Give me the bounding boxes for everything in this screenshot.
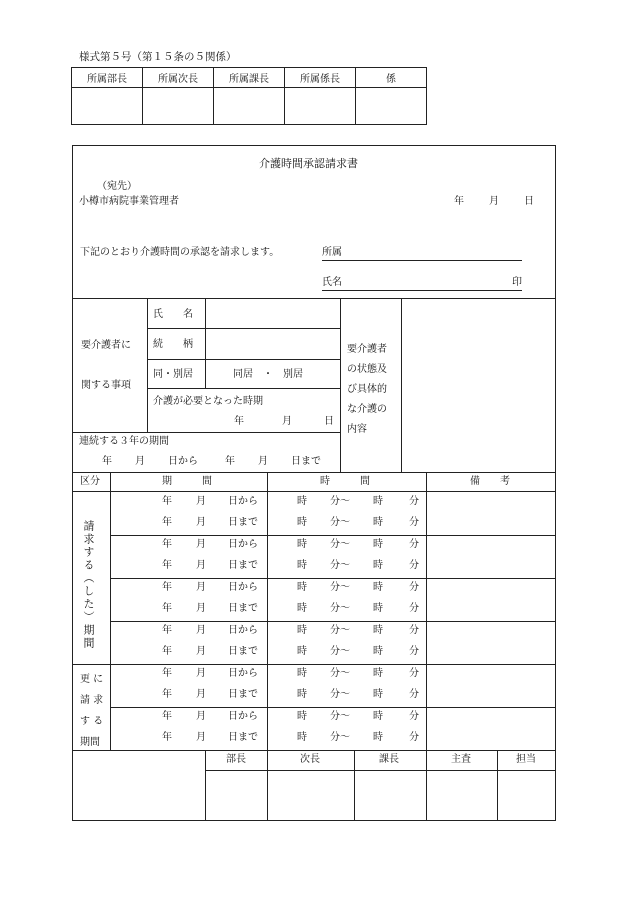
approval-stamp-cell[interactable] [356,88,427,125]
row-from-part: 日から [228,668,258,679]
condition-label: 要介護者 の状態及 び具体的 な介護の 内容 [347,344,387,435]
approval-header: 係 [356,68,427,88]
time-part: 時 [373,625,383,636]
date-day: 日 [524,196,534,207]
need-time-year: 年 [234,416,244,427]
approval-stamp-cell[interactable] [285,88,356,125]
row-to-part: 年 [162,560,172,571]
time-part: 時 [297,689,307,700]
time-part: 時 [373,496,383,507]
consec-m1: 月 [135,456,145,467]
row-from-part: 年 [162,539,172,550]
row-to-part: 月 [196,560,206,571]
row-from-part: 年 [162,496,172,507]
row-to-part: 年 [162,689,172,700]
shimei-line[interactable] [322,290,522,291]
row-from-part: 月 [196,539,206,550]
time-part: 分〜 [330,539,350,550]
care-label-1: 要介護者に [81,340,131,351]
time-part: 時 [373,582,383,593]
row-from-part: 月 [196,711,206,722]
row-to-part: 月 [196,646,206,657]
row-from-part: 日から [228,496,258,507]
row-from-part: 月 [196,668,206,679]
approval-header: 所属課長 [214,68,285,88]
time-part: 時 [297,539,307,550]
consec-m2: 月 [258,456,268,467]
row-from-part: 月 [196,625,206,636]
need-time-label: 介護が必要となった時期 [153,396,263,407]
seal-mark: 印 [512,277,522,288]
row-to-part: 日まで [228,689,258,700]
approval-kacho: 課長 [379,754,399,765]
time-part: 時 [297,517,307,528]
time-part: 分〜 [330,603,350,614]
row-from-part: 年 [162,625,172,636]
approval-header: 所属部長 [72,68,143,88]
header-kubun: 区分 [80,476,100,487]
row-to-part: 月 [196,732,206,743]
care-label-2: 関する事項 [81,380,131,391]
field-living-label: 同・別居 [153,369,193,380]
approval-stamp-cell[interactable] [72,88,143,125]
time-part: 時 [297,582,307,593]
time-part: 分〜 [330,711,350,722]
approval-tanto: 担当 [516,754,536,765]
row-to-part: 日まで [228,603,258,614]
time-part: 分〜 [330,517,350,528]
time-part: 時 [297,646,307,657]
approval-jicho: 次長 [300,754,320,765]
approval-header: 所属次長 [143,68,214,88]
time-part: 分 [409,582,419,593]
row-to-part: 日まで [228,517,258,528]
row-from-part: 月 [196,496,206,507]
row-to-part: 日まで [228,560,258,571]
field-name-label: 氏 名 [153,309,193,320]
approval-bucho: 部長 [226,754,246,765]
row-from-part: 年 [162,668,172,679]
time-part: 分 [409,668,419,679]
atesaki-label: （宛先） [97,181,137,192]
form-number: 様式第５号（第１５条の５関係） [79,51,237,63]
row-from-part: 月 [196,582,206,593]
row-from-part: 日から [228,539,258,550]
row-from-part: 日から [228,625,258,636]
time-part: 分 [409,689,419,700]
need-time-month: 月 [282,416,292,427]
row-to-part: 月 [196,517,206,528]
time-part: 時 [373,689,383,700]
time-part: 分〜 [330,625,350,636]
consec-d2: 日まで [291,456,321,467]
time-part: 時 [373,517,383,528]
time-part: 分 [409,732,419,743]
time-part: 時 [297,711,307,722]
time-part: 分 [409,625,419,636]
time-part: 時 [297,668,307,679]
time-part: 時 [297,560,307,571]
need-time-day: 日 [324,416,334,427]
time-part: 分〜 [330,689,350,700]
top-approval-table [71,67,427,125]
header-jikan: 時 間 [320,476,370,487]
header-biko: 備 考 [470,476,510,487]
time-part: 分〜 [330,496,350,507]
approval-stamp-cell[interactable] [214,88,285,125]
time-part: 時 [373,732,383,743]
row-to-part: 年 [162,732,172,743]
approval-header: 所属係長 [285,68,356,88]
row-from-part: 年 [162,711,172,722]
date-month: 月 [489,196,499,207]
time-part: 分〜 [330,646,350,657]
time-part: 分〜 [330,582,350,593]
time-part: 時 [297,603,307,614]
recipient: 小樽市病院事業管理者 [79,196,179,207]
row-to-part: 年 [162,646,172,657]
request-period-label: 請求する（した）期間 [82,520,95,650]
time-part: 時 [297,496,307,507]
row-to-part: 日まで [228,646,258,657]
consec-y2: 年 [225,456,235,467]
time-part: 分 [409,560,419,571]
row-from-part: 日から [228,582,258,593]
approval-stamp-cell[interactable] [143,88,214,125]
time-part: 分〜 [330,668,350,679]
time-part: 時 [373,560,383,571]
shozoku-line[interactable] [322,260,522,261]
row-to-part: 日まで [228,732,258,743]
further-request-label: 更 に 請 求 す る 期間 [80,674,104,748]
request-text: 下記のとおり介護時間の承認を請求します。 [80,247,280,258]
time-part: 分 [409,539,419,550]
row-to-part: 年 [162,517,172,528]
consec-y1: 年 [102,456,112,467]
time-part: 分 [409,517,419,528]
approval-shusa: 主査 [451,754,471,765]
shozoku-label: 所属 [322,247,342,258]
living-options[interactable]: 同居 ・ 別居 [233,369,303,380]
row-from-part: 年 [162,582,172,593]
time-part: 分 [409,711,419,722]
time-part: 分 [409,646,419,657]
time-part: 時 [373,539,383,550]
time-part: 分〜 [330,732,350,743]
time-part: 時 [373,711,383,722]
row-to-part: 年 [162,603,172,614]
field-relation-label: 続 柄 [153,339,193,350]
time-part: 時 [297,625,307,636]
row-from-part: 日から [228,711,258,722]
header-kikan: 期 間 [162,476,212,487]
shimei-label: 氏名 [322,277,342,288]
time-part: 時 [297,732,307,743]
consecutive-label: 連続する３年の期間 [79,436,169,447]
row-to-part: 月 [196,689,206,700]
time-part: 時 [373,668,383,679]
time-part: 時 [373,646,383,657]
row-to-part: 月 [196,603,206,614]
consec-d1: 日から [168,456,198,467]
form-title: 介護時間承認請求書 [259,157,358,170]
time-part: 分 [409,496,419,507]
date-year: 年 [454,196,464,207]
time-part: 時 [373,603,383,614]
time-part: 分 [409,603,419,614]
time-part: 分〜 [330,560,350,571]
